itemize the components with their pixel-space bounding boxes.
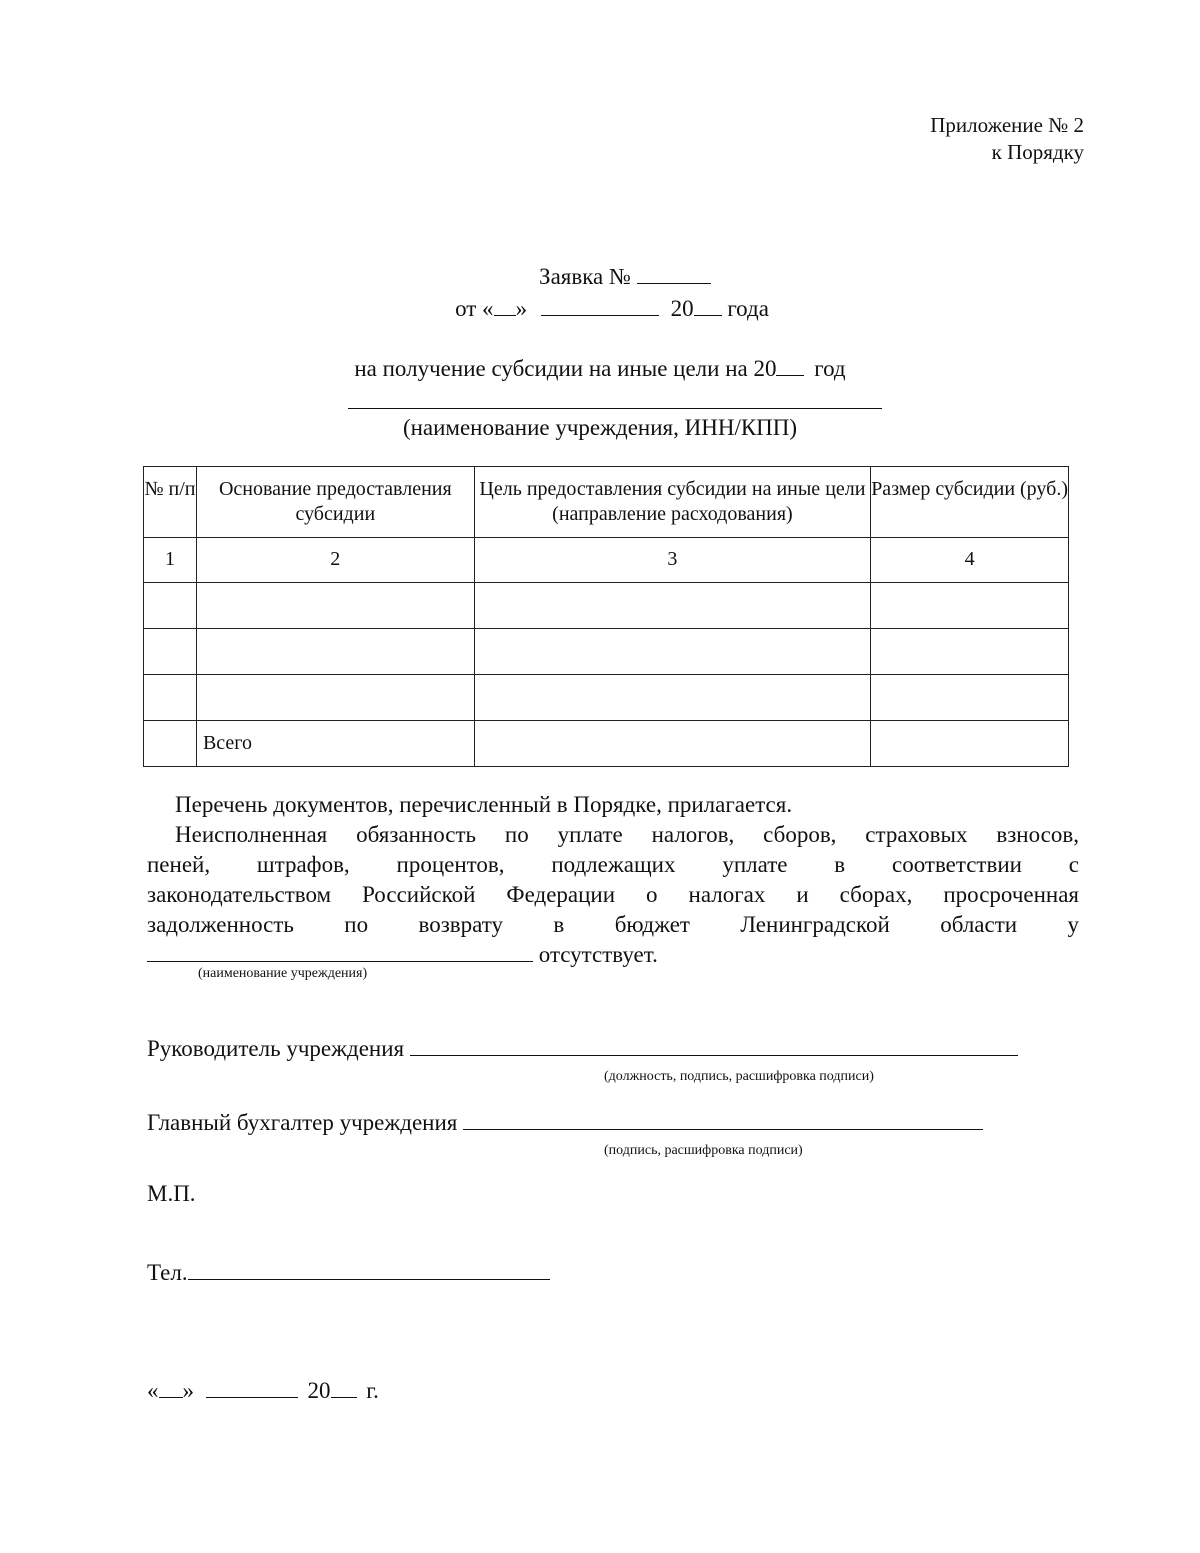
tax-debt-paragraph: Неисполненная обязанность по уплате налогов, сборов, страховых взносов, пеней, штрафов, процентов, подлежащих уплате в соответствии с законодательством Российской Федерации о налогах и сборах, просроченная задолженность по возврату в бюджет Ленинградской области у отсутствует. (147, 822, 1079, 967)
table-cell: 2 (196, 538, 474, 583)
institution-caption: (наименование учреждения, ИНН/КПП) (402, 415, 798, 440)
table-header-cell: Основание предоставления субсидии (196, 467, 474, 538)
accountant-signature-line (463, 1129, 983, 1130)
table-cell (144, 583, 197, 629)
table-cell (474, 721, 871, 767)
table-cell (474, 629, 871, 675)
table-header-cell: № п/п (144, 467, 197, 538)
subsidy-table (143, 466, 1069, 767)
phone-line (188, 1279, 550, 1280)
table-cell (144, 721, 197, 767)
appendix-reference: к Порядку (991, 140, 1084, 164)
table-cell: 1 (144, 538, 197, 583)
day-blank (494, 315, 516, 316)
table-row (144, 538, 1069, 583)
table-row (144, 583, 1069, 629)
appendix-label (930, 112, 1084, 166)
table-cell (144, 675, 197, 721)
accountant-signature-caption: (подпись, расшифровка подписи) (604, 1143, 803, 1158)
application-date: от « » 20 года (455, 296, 769, 321)
table-cell (871, 629, 1069, 675)
table-header-cell: Размер субсидии (руб.) (871, 467, 1069, 538)
head-signature-line (410, 1055, 1018, 1056)
application-title: Заявка № (0, 264, 1200, 290)
seal-placeholder: М.П. (147, 1181, 196, 1206)
table-cell (196, 629, 474, 675)
subsidy-purpose-heading: на получение субсидии на иные цели на 20 год (354, 356, 846, 381)
table-header-cell: Цель предоставления субсидии на иные цели (направление расходования) (474, 467, 871, 538)
table-cell (474, 675, 871, 721)
table-cell (871, 583, 1069, 629)
institution-name-note: (наименование учреждения) (198, 966, 368, 981)
year-blank (694, 315, 722, 316)
table-cell (144, 629, 197, 675)
total-label: Всего (196, 721, 474, 767)
table-cell (196, 583, 474, 629)
signing-date-row: « » 20 г. (147, 1378, 379, 1403)
table-cell (871, 721, 1069, 767)
purpose-year-blank (776, 375, 804, 376)
signing-day-blank (159, 1397, 183, 1398)
table-row (144, 675, 1069, 721)
table-cell (196, 675, 474, 721)
phone-row: Тел. (147, 1260, 550, 1286)
accountant-signature-row: Главный бухгалтер учреждения (147, 1110, 983, 1136)
table-cell (474, 583, 871, 629)
table-total-row (144, 721, 1069, 767)
table-header-row (144, 467, 1069, 538)
institution-blank-line (348, 408, 882, 409)
table-cell: 3 (474, 538, 871, 583)
signing-year-blank (331, 1397, 357, 1398)
institution-name-blank (147, 961, 533, 962)
application-number-blank (637, 283, 711, 284)
table-row (144, 629, 1069, 675)
documents-attached-paragraph: Перечень документов, перечисленный в Порядке, прилагается. (175, 792, 793, 817)
table-cell (871, 675, 1069, 721)
signing-month-blank (206, 1397, 298, 1398)
head-signature-row: Руководитель учреждения (147, 1036, 1018, 1062)
head-signature-caption: (должность, подпись, расшифровка подписи) (604, 1069, 874, 1084)
appendix-number: Приложение № 2 (930, 113, 1084, 137)
table-cell: 4 (871, 538, 1069, 583)
month-blank (541, 315, 659, 316)
